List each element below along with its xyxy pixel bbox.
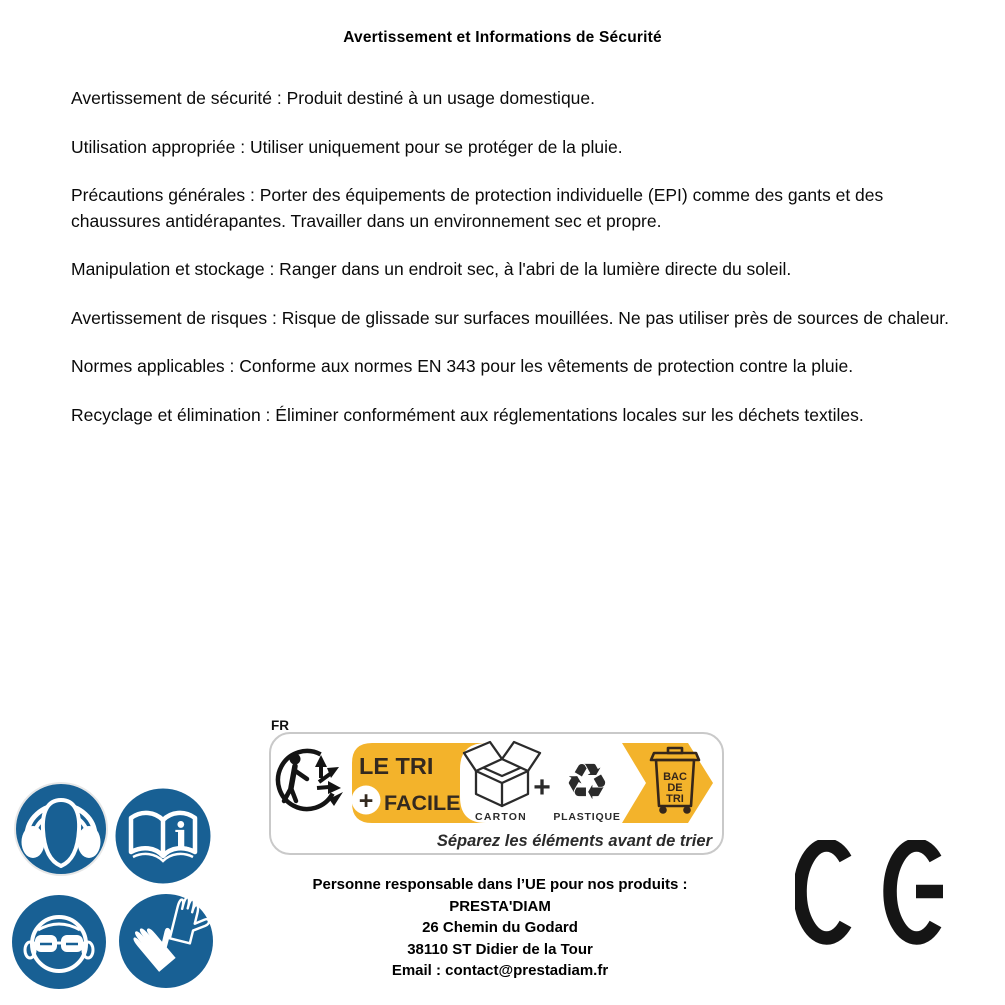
bin-text-bac: BAC <box>663 771 687 783</box>
paragraph-general-precautions: Précautions générales : Porter des équipements de protection individuelle (EPI) comme des gants et des chaussures antidérapantes. Travailler dans un environnement sec et propre. <box>71 185 884 231</box>
paragraph-handling-storage: Manipulation et stockage : Ranger dans un endroit sec, à l'abri de la lumière directe du soleil. <box>71 259 792 279</box>
safety-text-block <box>71 86 976 451</box>
country-code-label: FR <box>271 718 289 733</box>
safety-pictograms <box>0 770 220 1005</box>
address-line2: 38110 ST Didier de la Tour <box>407 940 593 958</box>
paragraph-standards: Normes applicables : Conforme aux normes EN 343 pour les vêtements de protection contre la pluie. <box>71 356 854 376</box>
responsible-heading: Personne responsable dans l’UE pour nos produits : <box>312 876 688 893</box>
wear-ear-protection-icon <box>15 783 107 875</box>
ce-mark-icon <box>795 840 950 945</box>
paragraph-recycling-disposal: Recyclage et élimination : Éliminer conformément aux réglementations locales sur les déchets textiles. <box>71 404 864 425</box>
paragraph-proper-use: Utilisation appropriée : Utiliser uniquement pour se protéger de la pluie. <box>71 136 623 157</box>
tri-facile-label <box>268 715 728 858</box>
headline-le-tri: LE TRI <box>359 753 434 779</box>
wear-eye-protection-icon <box>12 895 106 989</box>
carton-caption: CARTON <box>475 811 527 823</box>
plus-big-glyph: + <box>533 771 551 804</box>
address-line1: 26 Chemin du Godard <box>422 919 578 936</box>
paragraph-safety-warning: Avertissement de sécurité : Produit destiné à un usage domestique. <box>71 88 596 108</box>
page-title: Avertissement et Informations de Sécurité <box>343 29 662 46</box>
headline-facile: FACILE <box>384 791 461 815</box>
info-i-glyph: i <box>174 816 188 858</box>
read-instruction-manual-icon <box>116 789 211 884</box>
company-name: PRESTA'DIAM <box>449 897 551 915</box>
eu-responsible-block <box>240 874 760 982</box>
bin-text-de: DE <box>667 782 683 794</box>
wear-protective-gloves-icon <box>119 894 213 988</box>
email-line: Email : contact@prestadiam.fr <box>391 962 609 979</box>
plus-small-glyph: + <box>358 787 374 815</box>
recycling-triangle-icon: ♻ <box>564 753 610 811</box>
plastique-caption: PLASTIQUE <box>553 811 621 823</box>
paragraph-risk-warning: Avertissement de risques : Risque de glissade sur surfaces mouillées. Ne pas utiliser près de sources de chaleur. <box>71 307 950 328</box>
sorting-tagline: Séparez les éléments avant de trier <box>436 832 712 850</box>
bin-text-tri: TRI <box>666 793 684 805</box>
